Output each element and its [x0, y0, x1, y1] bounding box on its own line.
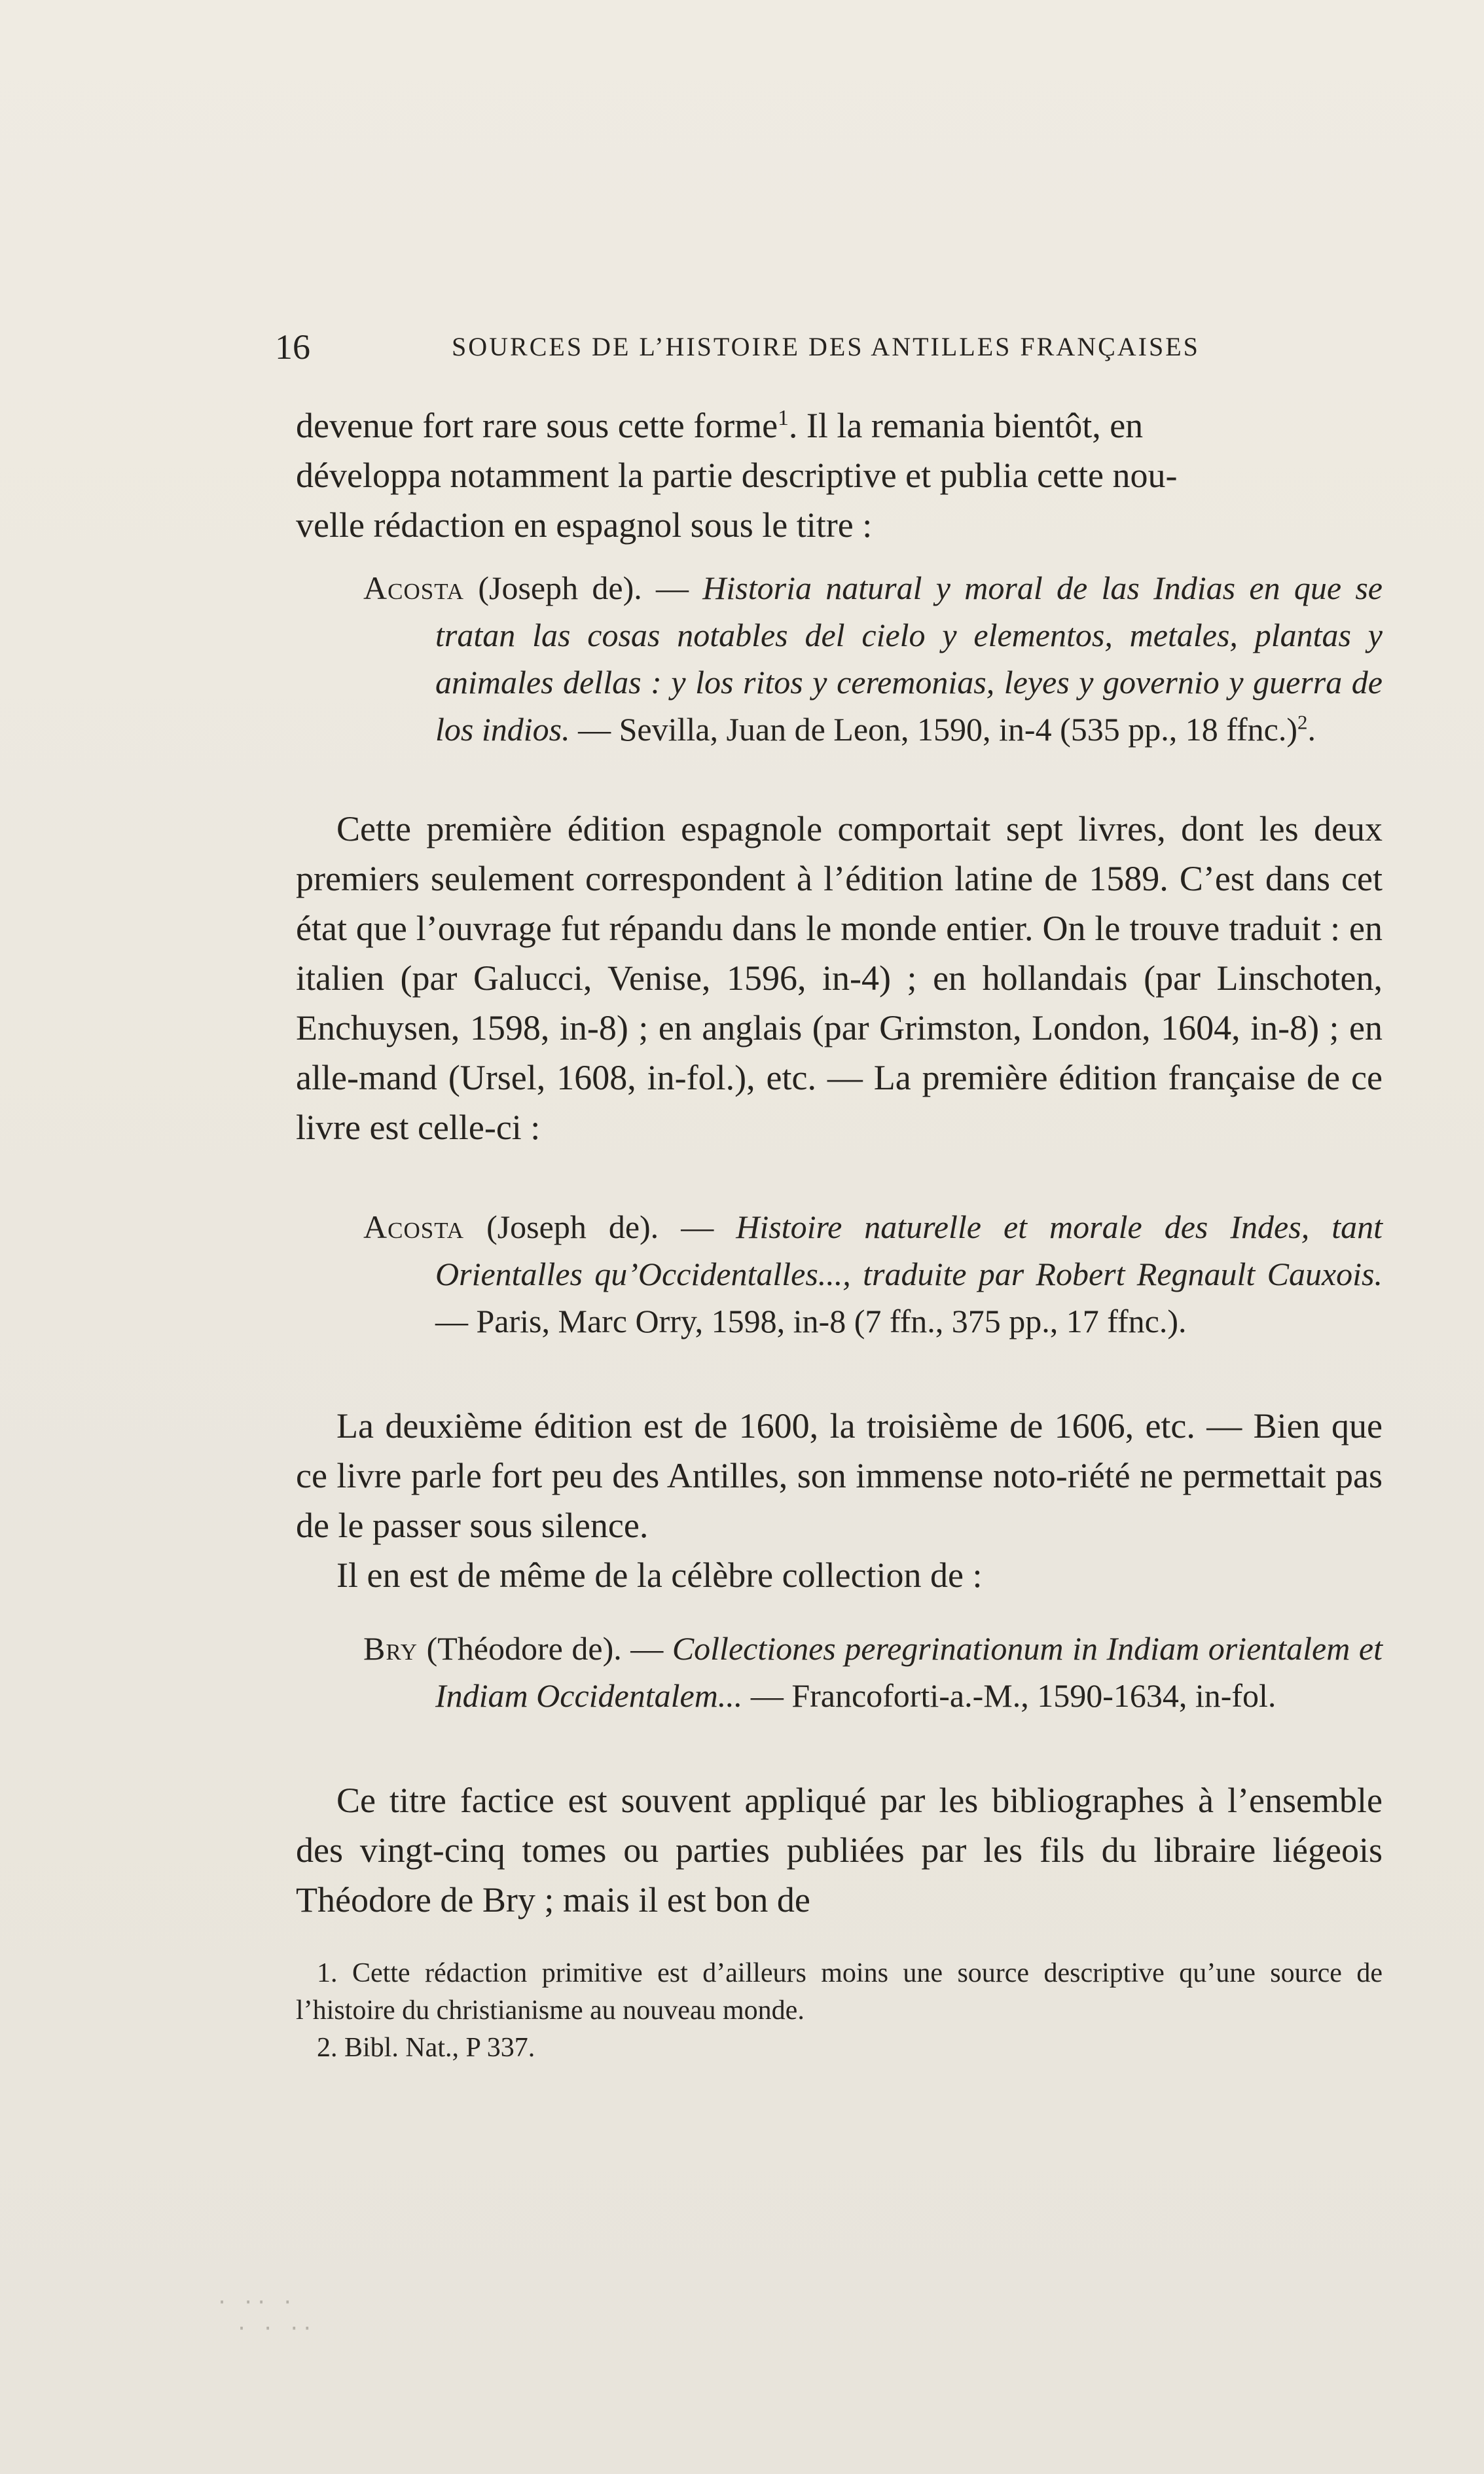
- entry-imprint: — Paris, Marc Orry, 1598, in-8 (7 ffn., 375 pp., 17 ffnc.).: [435, 1303, 1187, 1339]
- para1-text-b: . Il la remania bientôt, en: [788, 406, 1144, 445]
- footnote-2: 2. Bibl. Nat., P 337.: [317, 2033, 535, 2063]
- paragraph-editions: [296, 1401, 1383, 1600]
- entry-end: .: [1307, 711, 1316, 748]
- entry-title: Collectiones peregrinationum in Indiam orientalem et Indiam Occidentalem...: [435, 1630, 1383, 1714]
- bibliographic-entry-bry: [363, 1625, 1383, 1719]
- paragraph-first-edition: [296, 804, 1383, 1152]
- para1-line2: développa notamment la partie descriptive et publia cette nou-: [296, 456, 1178, 495]
- para5-text: Ce titre factice est souvent appliqué par les bibliographes à l’ensemble des vingt-cinq tomes ou parties publiées par les fils du libraire liégeois Théodore de Bry ; mais il est bon de: [296, 1781, 1383, 1919]
- bleed-through-mark: · · ··: [236, 2318, 315, 2340]
- entry-imprint: — Sevilla, Juan de Leon, 1590, in-4 (535 pp., 18 ffnc.): [570, 711, 1297, 748]
- para4-text: Il en est de même de la célèbre collection de :: [336, 1555, 983, 1595]
- entry-title: Histoire naturelle et morale des Indes, tant Orientalles qu’Occidentalles..., traduite par Robert Regnault Cauxois.: [435, 1209, 1383, 1292]
- entry-imprint: — Francoforti-a.-M., 1590-1634, in-fol.: [742, 1677, 1276, 1714]
- bleed-through-mark: · ·· ·: [216, 2291, 295, 2314]
- para1-text-a: devenue fort rare sous cette forme: [296, 406, 778, 445]
- page-number: 16: [275, 327, 310, 367]
- entry-author-rest: (Joseph de). —: [464, 570, 703, 606]
- para2-text: Cette première édition espagnole comportait sept livres, dont les deux premiers seulement correspondent à l’édition latine de 1589. C’est dans cet état que l’ouvrage fut répandu dans le monde entier. On le trouve traduit : en italien (par Galucci, Venise, 1596, in-4) ; en hollandais (par Linschoten, Enchuysen, 1598, in-8) ; en anglais (par Grimston, London, 1604, in-8) ; en alle-mand (Ursel, 1608, in-fol.), etc. — La première édition française de ce livre est celle-ci :: [296, 809, 1383, 1147]
- footnote-ref-2: 2: [1297, 710, 1308, 734]
- entry-author: Acosta: [363, 1209, 465, 1245]
- entry-author: Bry: [363, 1630, 418, 1667]
- paragraph-continuation: [296, 401, 1383, 550]
- para1-line3: velle rédaction en espagnol sous le titre :: [296, 505, 873, 545]
- footnote-1: 1. Cette rédaction primitive est d’ailleurs moins une source descriptive qu’une source de l’histoire du christianisme au nouveau monde.: [296, 1958, 1383, 2026]
- footnotes: [296, 1955, 1383, 2067]
- entry-author-rest: (Théodore de). —: [418, 1630, 672, 1667]
- para3-text: La deuxième édition est de 1600, la troisième de 1606, etc. — Bien que ce livre parle fort peu des Antilles, son immense noto-riété ne permettait pas de le passer sous silence.: [296, 1406, 1383, 1545]
- entry-title: Historia natural y moral de las Indias en que se tratan las cosas notables del cielo y elementos, metales, plantas y animales dellas : y los ritos y ceremonias, leyes y governio y guerra de los indios.: [435, 570, 1383, 748]
- footnote-ref-1: 1: [778, 406, 789, 430]
- bibliographic-entry-acosta-1590: [363, 564, 1383, 753]
- entry-author-rest: (Joseph de). —: [464, 1209, 736, 1245]
- page-header: [275, 324, 1381, 370]
- entry-author: Acosta: [363, 570, 465, 606]
- running-title: SOURCES DE L’HISTOIRE DES ANTILLES FRANÇAISES: [452, 332, 1200, 361]
- paragraph-bry: [296, 1775, 1383, 1925]
- bibliographic-entry-acosta-1598: [363, 1203, 1383, 1345]
